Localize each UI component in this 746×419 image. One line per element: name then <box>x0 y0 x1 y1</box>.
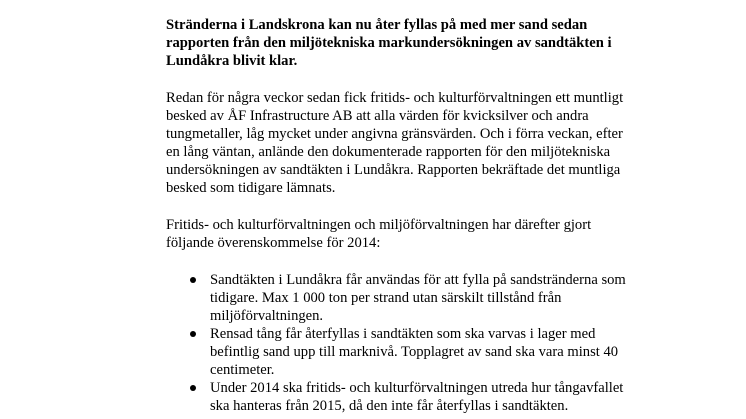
list-line: Under 2014 ska fritids- och kulturförvaltningen utreda hur tångavfallet <box>210 380 624 396</box>
list-item-text <box>210 271 646 325</box>
body-line: besked som tidigare lämnats. <box>166 180 336 196</box>
list-line: centimeter. <box>210 362 275 378</box>
list-line: miljöförvaltningen. <box>210 308 324 324</box>
body-paragraph-2 <box>166 216 646 252</box>
list-line: ska hanteras från 2015, då den inte får återfyllas i sandtäkten. <box>210 398 569 414</box>
agreement-list <box>166 271 646 415</box>
document-page <box>166 16 646 415</box>
body-line: Fritids- och kulturförvaltningen och miljöförvaltningen har därefter gjort <box>166 217 592 233</box>
list-item <box>166 271 646 325</box>
body-line: följande överenskommelse för 2014: <box>166 235 381 251</box>
lead-line: rapporten från den miljötekniska markundersökningen av sandtäkten i <box>166 35 612 51</box>
list-item-text <box>210 325 646 379</box>
lead-line: Lundåkra blivit klar. <box>166 53 298 69</box>
bullet-icon <box>190 277 196 283</box>
body-line: besked av ÅF Infrastructure AB att alla värden för kvicksilver och andra <box>166 108 589 124</box>
list-item <box>166 325 646 379</box>
body-line: tungmetaller, låg mycket under angivna gränsvärden. Och i förra veckan, efter <box>166 126 623 142</box>
list-line: Sandtäkten i Lundåkra får användas för att fylla på sandstränderna som <box>210 272 626 288</box>
bullet-icon <box>190 331 196 337</box>
lead-paragraph <box>166 16 646 70</box>
list-line: Rensad tång får återfyllas i sandtäkten som ska varvas i lager med <box>210 326 596 342</box>
list-item-text <box>210 379 646 415</box>
body-line: Redan för några veckor sedan fick fritids- och kulturförvaltningen ett muntligt <box>166 90 624 106</box>
bullet-icon <box>190 385 196 391</box>
list-item <box>166 379 646 415</box>
list-line: befintlig sand upp till marknivå. Topplagret av sand ska vara minst 40 <box>210 344 619 360</box>
lead-line: Stränderna i Landskrona kan nu åter fyllas på med mer sand sedan <box>166 17 588 33</box>
body-line: en lång väntan, anlände den dokumenterade rapporten för den miljötekniska <box>166 144 611 160</box>
list-line: tidigare. Max 1 000 ton per strand utan särskilt tillstånd från <box>210 290 562 306</box>
body-paragraph-1 <box>166 89 646 197</box>
body-line: undersökningen av sandtäkten i Lundåkra. Rapporten bekräftade det muntliga <box>166 162 621 178</box>
